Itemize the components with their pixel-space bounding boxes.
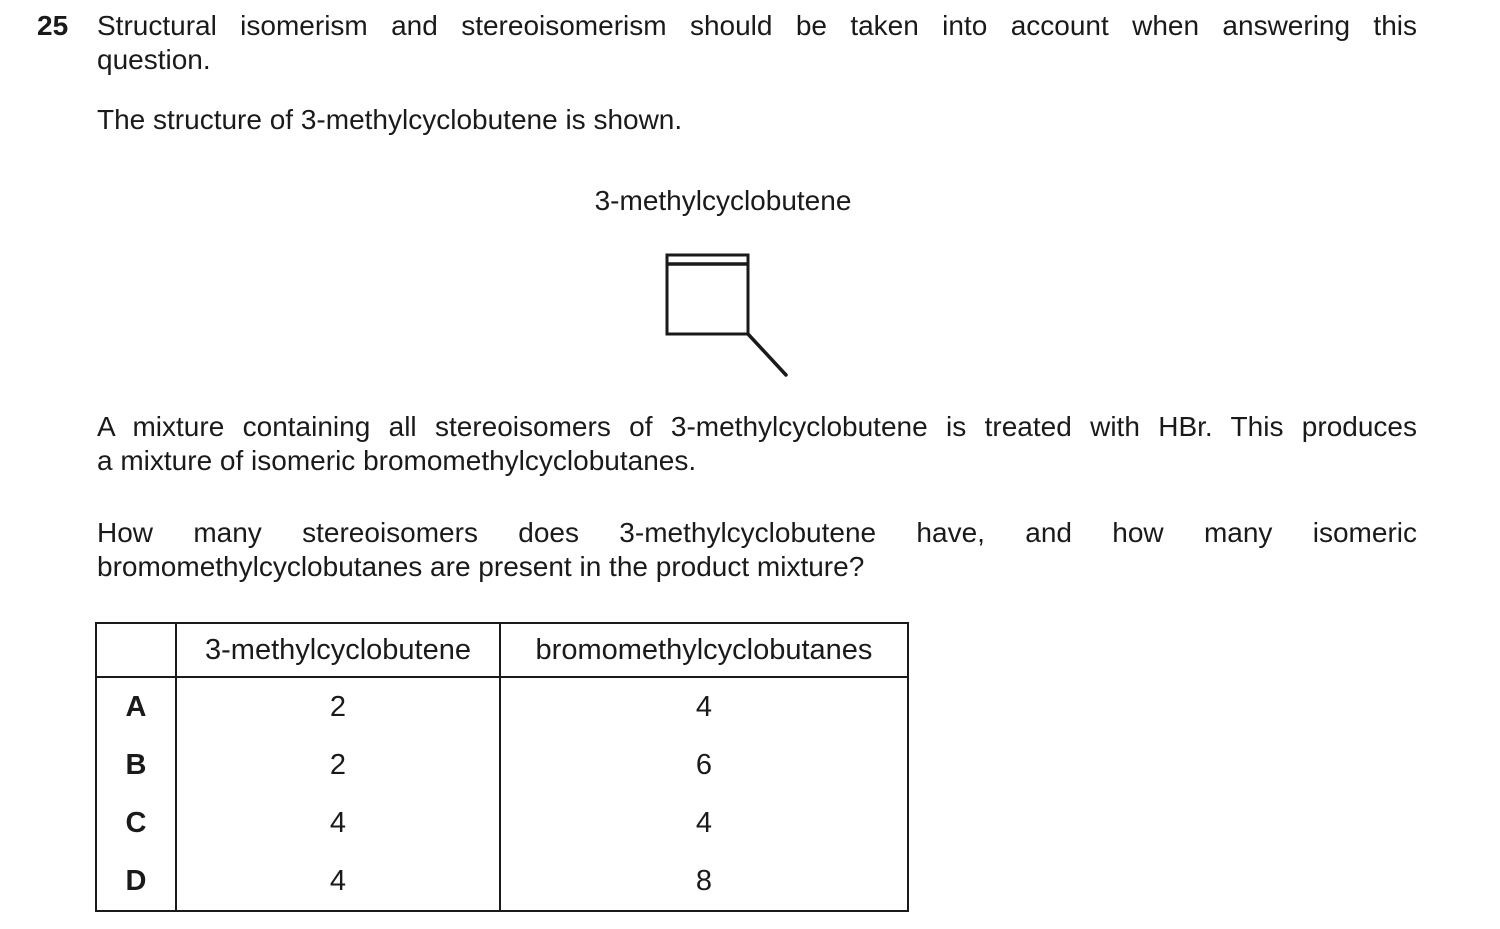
- answer-row-a: [96, 677, 908, 736]
- intro-paragraph: [97, 9, 1417, 77]
- answer-options-table: [95, 622, 909, 912]
- header-blank-cell: [96, 623, 176, 677]
- header-bromomethylcyclobutanes: bromomethylcyclobutanes: [500, 623, 908, 677]
- reaction-paragraph: [97, 410, 1417, 478]
- cyclobutene-ring-outline: [667, 255, 748, 334]
- reaction-line-1: A mixture containing all stereoisomers of 3-methylcyclobutene is treated with HBr. This produces: [97, 411, 1417, 442]
- answer-row-d: [96, 852, 908, 911]
- row-d-stereoisomers: 4: [176, 852, 500, 911]
- table-header-row: [96, 623, 908, 677]
- structure-intro-paragraph: [97, 103, 1417, 137]
- row-a-bromo-isomers: 4: [695, 690, 713, 723]
- option-letter-a: A: [96, 677, 176, 736]
- answer-row-c: [96, 794, 908, 852]
- intro-line-2: question.: [97, 44, 211, 75]
- header-methylcyclobutene: 3-methylcyclobutene: [176, 623, 500, 677]
- option-letter-d: D: [96, 852, 176, 911]
- intro-line-1: Structural isomerism and stereoisomerism should be taken into account when answering this: [97, 10, 1417, 41]
- row-b-bromo-isomers: 6: [695, 748, 713, 781]
- row-d-bromo-isomers: 8: [695, 864, 713, 897]
- structure-label: 3-methylcyclobutene: [594, 185, 852, 216]
- question-line-2: bromomethylcyclobutanes are present in the product mixture?: [97, 551, 865, 582]
- question-number: 25: [37, 10, 69, 41]
- cyclobutene-structure-diagram: [655, 245, 800, 385]
- methyl-bond-line: [748, 334, 786, 375]
- structure-intro-line: The structure of 3-methylcyclobutene is shown.: [97, 104, 683, 135]
- row-c-stereoisomers: 4: [176, 794, 500, 852]
- row-b-stereoisomers: 2: [176, 736, 500, 794]
- answer-row-b: [96, 736, 908, 794]
- question-paragraph: [97, 516, 1417, 584]
- row-c-bromo-isomers: 4: [695, 806, 713, 839]
- row-a-stereoisomers: 2: [176, 677, 500, 736]
- question-line-1: How many stereoisomers does 3-methylcyclobutene have, and how many isomeric: [97, 517, 1417, 548]
- option-letter-c: C: [96, 794, 176, 852]
- reaction-line-2: a mixture of isomeric bromomethylcyclobutanes.: [97, 445, 697, 476]
- option-letter-b: B: [96, 736, 176, 794]
